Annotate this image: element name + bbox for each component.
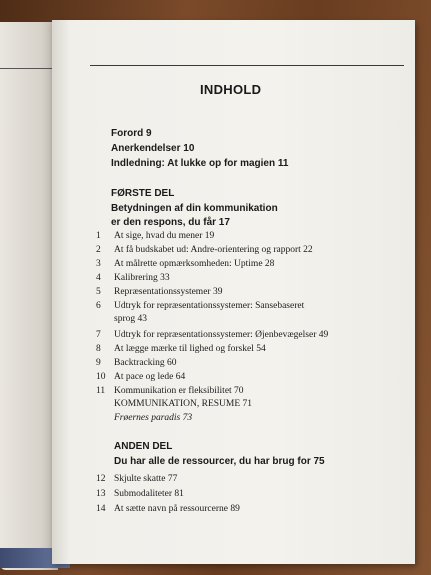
- entry-text: At pace og lede 64: [114, 372, 186, 382]
- toc-entry: [96, 287, 223, 297]
- entry-text: Udtryk for repræsentationssystemer: Sansebaseret: [114, 301, 305, 311]
- entry-text: Repræsentationssystemer 39: [114, 287, 223, 297]
- entry-number: 10: [96, 372, 106, 382]
- toc-entry: [96, 344, 266, 354]
- toc-title: INDHOLD: [200, 82, 262, 97]
- entry-number: 6: [96, 301, 101, 311]
- front-indledning: Indledning: At lukke op for magien 11: [111, 158, 289, 169]
- toc-entry: [96, 386, 244, 396]
- part1-label: FØRSTE DEL: [111, 188, 175, 199]
- entry-number: 3: [96, 259, 101, 269]
- part1-title-line1: Betydningen af din kommunikation: [111, 203, 278, 214]
- toc-entry: [96, 372, 186, 382]
- entry-number: 9: [96, 358, 101, 368]
- entry-number: 4: [96, 273, 101, 283]
- front-anerkendelser: Anerkendelser 10: [111, 143, 195, 154]
- entry-number: 11: [96, 386, 106, 396]
- toc-entry: [96, 489, 184, 499]
- part1-title-line2: er den respons, du får 17: [111, 217, 230, 228]
- header-rule: [90, 65, 404, 66]
- entry-text: Skjulte skatte 77: [114, 474, 178, 484]
- entry-text: Kalibrering 33: [114, 273, 170, 283]
- toc-entry: [96, 474, 178, 484]
- entry-number: 2: [96, 245, 101, 255]
- toc-entry: [96, 231, 215, 241]
- toc-entry: [96, 330, 329, 340]
- toc-entry: [96, 259, 275, 269]
- front-forord: Forord 9: [111, 128, 152, 139]
- toc-entry: [96, 273, 170, 283]
- toc-entry: [96, 504, 240, 514]
- entry-number: 5: [96, 287, 101, 297]
- part2-label: ANDEN DEL: [114, 441, 173, 452]
- entry-text: At målrette opmærksomheden: Uptime 28: [114, 259, 275, 269]
- toc-entry: [96, 301, 305, 311]
- entry-number: 7: [96, 330, 101, 340]
- entry-text: At lægge mærke til lighed og forskel 54: [114, 344, 266, 354]
- entry-text: At få budskabet ud: Andre-orientering og rapport 22: [114, 245, 313, 255]
- entry-number: 13: [96, 489, 106, 499]
- entry-continuation: sprog 43: [114, 314, 147, 324]
- entry-number: 8: [96, 344, 101, 354]
- entry-text: Backtracking 60: [114, 358, 177, 368]
- toc-entry: [96, 358, 177, 368]
- left-page-edge: [0, 22, 58, 570]
- entry-text: At sætte navn på ressourcerne 89: [114, 504, 240, 514]
- entry-text: Kommunikation er fleksibilitet 70: [114, 386, 244, 396]
- entry-text: Submodaliteter 81: [114, 489, 184, 499]
- part2-title: Du har alle de ressourcer, du har brug for 75: [114, 456, 325, 467]
- entry-number: 1: [96, 231, 101, 241]
- entry-number: 12: [96, 474, 106, 484]
- entry-number: 14: [96, 504, 106, 514]
- entry-text: At sige, hvad du mener 19: [114, 231, 215, 241]
- part1-resume: KOMMUNIKATION, RESUME 71: [114, 399, 253, 409]
- entry-text: Udtryk for repræsentationssystemer: Øjenbevægelser 49: [114, 330, 329, 340]
- part1-paradise: Frøernes paradis 73: [114, 413, 193, 423]
- toc-entry: [96, 245, 313, 255]
